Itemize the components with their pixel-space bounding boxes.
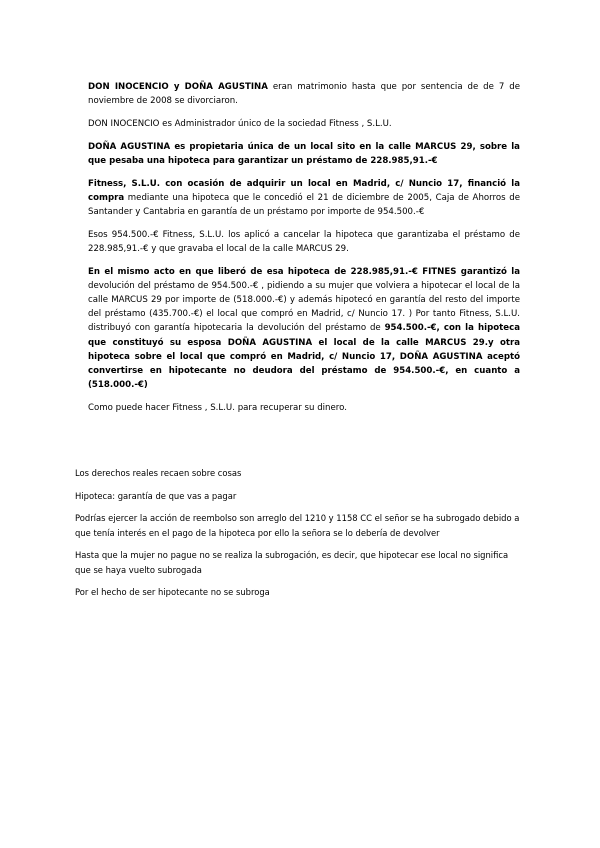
case-paragraph-2: DON INOCENCIO es Administrador único de la sociedad Fitness , S.L.U. — [88, 118, 392, 129]
case-paragraph-1-text: eran matrimonio hasta que por sentencia de de 7 de noviembre de 2008 se divorciaron. — [88, 82, 520, 107]
case-paragraph-5: Esos 954.500.-€ Fitness, S.L.U. los aplicó a cancelar la hipoteca que garantizaba el préstamo de 228.985,91.-€ y que gravaba el local de la calle MARCUS 29. — [88, 229, 520, 254]
case-paragraph-4-bold: Fitness, S.L.U. con ocasión de adquirir un local en Madrid, c/ Nuncio 17, financió la compra — [88, 178, 520, 203]
case-paragraph-6-bold-end: 954.500.-€, con la hipoteca que constituyó su esposa DOÑA AGUSTINA el local de la calle MARCUS 29.y otra hipoteca sobre el local que compró en Madrid, c/ Nuncio 17, DOÑA AGUSTINA aceptó convertirse en hipotecante no deudora del préstamo de 954.500.-€, en cuanto a (518.000.-€) — [88, 323, 520, 391]
handwritten-notes — [75, 466, 525, 608]
case-paragraph-4 — [88, 177, 520, 220]
note-3: Podrías ejercer la acción de reembolso son arreglo del 1210 y 1158 CC el señor se ha subrogado debido a que tenía interés en el pago de la hipoteca por ello la señora se lo debería de devolver — [75, 513, 520, 538]
case-paragraph-6-text: devolución del préstamo de 954.500.-€ , pidiendo a su mujer que volviera a hipotecar el local de la calle MARCUS 29 por importe de (518.000.-€) y además hipotecó en garantía del resto del importe del préstamo (435.700.-€) el local que compró en Madrid, c/ Nuncio 17. ) Por tanto Fitness, S.L.U. distribuyó con garantía hipotecaria la devolución del préstamo de — [88, 280, 520, 334]
note-1: Los derechos reales recaen sobre cosas — [75, 468, 242, 478]
note-4: Hasta que la mujer no pague no se realiza la subrogación, es decir, que hipotecar ese local no significa que se haya vuelto subrogada — [75, 550, 509, 575]
note-2: Hipoteca: garantía de que vas a pagar — [75, 490, 237, 501]
case-statement — [88, 80, 520, 424]
case-paragraph-6 — [88, 265, 520, 393]
case-paragraph-3: DOÑA AGUSTINA es propietaria única de un local sito en la calle MARCUS 29, sobre la que pesaba una hipoteca para garantizar un préstamo de 228.985,91.-€ — [88, 141, 520, 166]
case-paragraph-1 — [88, 80, 520, 108]
case-paragraph-4-text: mediante una hipoteca que le concedió el 21 de diciembre de 2005, Caja de Ahorros de Santander y Cantabria en garantía de un préstamo por importe de 954.500.-€ — [88, 192, 520, 217]
note-5: Por el hecho de ser hipotecante no se subroga — [75, 587, 270, 598]
case-paragraph-6-bold-start: En el mismo acto en que liberó de esa hipoteca de 228.985,91.-€ FITNES garantizó la — [88, 266, 520, 277]
case-question: Como puede hacer Fitness , S.L.U. para recuperar su dinero. — [88, 402, 347, 413]
case-paragraph-1-bold: DON INOCENCIO y DOÑA AGUSTINA — [88, 82, 268, 92]
